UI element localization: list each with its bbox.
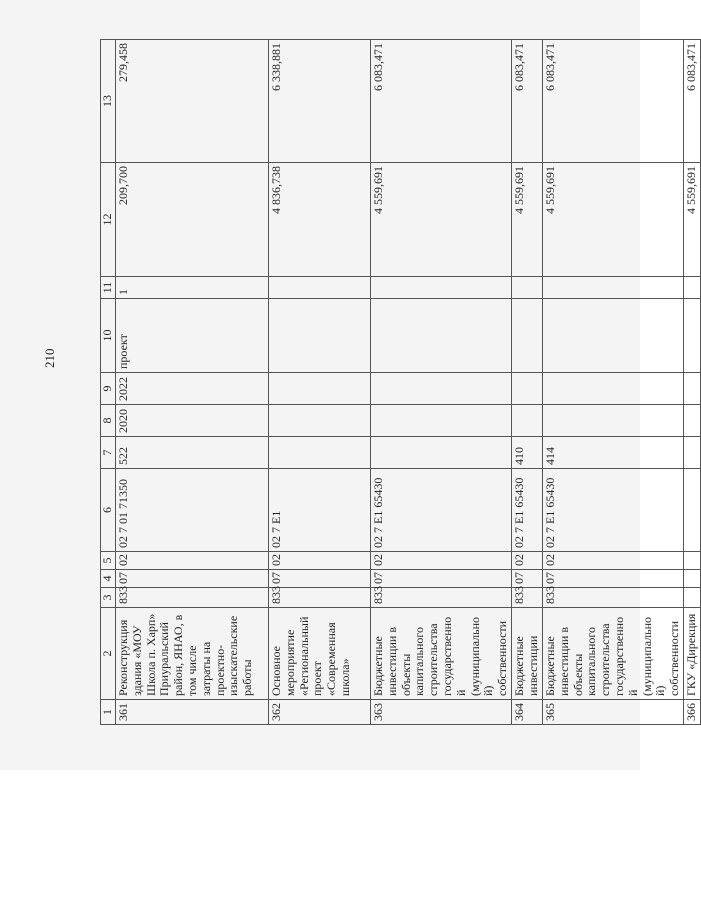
header-cell: 2: [101, 608, 116, 700]
cell-c5: 02: [371, 552, 512, 570]
cell-c6: [683, 469, 700, 552]
row-name: Бюджетные инвестиции в объекты капитального строительства государственной (муниципальной) собственности: [542, 608, 683, 700]
cell-c12: 209,700: [116, 163, 269, 277]
row-number: 366: [683, 700, 700, 725]
cell-c4: 07: [371, 570, 512, 588]
cell-c11: [511, 277, 542, 299]
row-name: Основное мероприятие «Региональный проект «Современная школа»: [269, 608, 371, 700]
cell-c5: 02: [116, 552, 269, 570]
cell-c13: 6 083,471: [511, 40, 542, 163]
cell-c11: [269, 277, 371, 299]
cell-c8: [683, 405, 700, 437]
header-cell: 12: [101, 163, 116, 277]
table-row: [116, 40, 269, 725]
row-number: 363: [371, 700, 512, 725]
cell-c8: [542, 405, 683, 437]
cell-c10: [511, 299, 542, 373]
cell-c7: [683, 437, 700, 469]
cell-c6: 02 7 E1: [269, 469, 371, 552]
cell-c11: [683, 277, 700, 299]
cell-c4: 07: [116, 570, 269, 588]
header-cell: 13: [101, 40, 116, 163]
cell-c9: [511, 373, 542, 405]
cell-c12: 4 559,691: [542, 163, 683, 277]
row-number: 364: [511, 700, 542, 725]
cell-c9: [269, 373, 371, 405]
cell-c10: [542, 299, 683, 373]
cell-c12: 4 559,691: [371, 163, 512, 277]
cell-c10: проект: [116, 299, 269, 373]
header-cell: 10: [101, 299, 116, 373]
header-cell: 11: [101, 277, 116, 299]
cell-c11: [371, 277, 512, 299]
cell-c8: 2020: [116, 405, 269, 437]
row-name: Бюджетные инвестиции в объекты капитального строительства государственной (муниципальной) собственности: [371, 608, 512, 700]
header-cell: 4: [101, 570, 116, 588]
cell-c6: 02 7 E1 65430: [542, 469, 683, 552]
cell-c11: 1: [116, 277, 269, 299]
cell-c8: [371, 405, 512, 437]
header-cell: 7: [101, 437, 116, 469]
budget-table: [100, 39, 701, 725]
cell-c4: 07: [269, 570, 371, 588]
cell-c10: [371, 299, 512, 373]
cell-c6: 02 7 E1 65430: [371, 469, 512, 552]
cell-c11: [542, 277, 683, 299]
cell-c3: 833: [511, 588, 542, 608]
cell-c13: 6 083,471: [683, 40, 700, 163]
row-name: Бюджетные инвестиции: [511, 608, 542, 700]
cell-c12: 4 836,738: [269, 163, 371, 277]
header-row: [101, 40, 116, 725]
cell-c7: 410: [511, 437, 542, 469]
cell-c6: 02 7 E1 65430: [511, 469, 542, 552]
cell-c13: 6 083,471: [542, 40, 683, 163]
header-cell: 1: [101, 700, 116, 725]
header-cell: 5: [101, 552, 116, 570]
cell-c12: 4 559,691: [511, 163, 542, 277]
table-row: [683, 40, 700, 725]
table-row: [371, 40, 512, 725]
cell-c5: 02: [269, 552, 371, 570]
header-cell: 6: [101, 469, 116, 552]
header-cell: 3: [101, 588, 116, 608]
cell-c13: 279,458: [116, 40, 269, 163]
row-number: 365: [542, 700, 683, 725]
cell-c12: 4 559,691: [683, 163, 700, 277]
cell-c8: [511, 405, 542, 437]
cell-c10: [269, 299, 371, 373]
cell-c9: [371, 373, 512, 405]
row-number: 362: [269, 700, 371, 725]
row-name: ГКУ «Дирекция: [683, 608, 700, 700]
cell-c13: 6 338,881: [269, 40, 371, 163]
cell-c3: 833: [269, 588, 371, 608]
cell-c3: 833: [371, 588, 512, 608]
cell-c9: 2022: [116, 373, 269, 405]
rotated-table-wrapper: [100, 40, 698, 725]
header-cell: 9: [101, 373, 116, 405]
cell-c8: [269, 405, 371, 437]
cell-c7: 522: [116, 437, 269, 469]
cell-c6: 02 7 01 71350: [116, 469, 269, 552]
cell-c13: 6 083,471: [371, 40, 512, 163]
cell-c9: [683, 373, 700, 405]
row-name: Реконструкция здания «МОУ Школа п. Харп» Приуральский район, ЯНАО, в том числе затраты на проектно-изыскательские работы: [116, 608, 269, 700]
table-row: [269, 40, 371, 725]
cell-c3: 833: [542, 588, 683, 608]
cell-c4: 07: [511, 570, 542, 588]
row-number: 361: [116, 700, 269, 725]
cell-c7: [371, 437, 512, 469]
cell-c7: [269, 437, 371, 469]
cell-c3: [683, 588, 700, 608]
table-row: [511, 40, 542, 725]
cell-c9: [542, 373, 683, 405]
header-cell: 8: [101, 405, 116, 437]
page-number: 210: [42, 348, 57, 368]
cell-c4: [683, 570, 700, 588]
cell-c5: 02: [542, 552, 683, 570]
cell-c3: 833: [116, 588, 269, 608]
cell-c10: [683, 299, 700, 373]
table-row: [542, 40, 683, 725]
cell-c7: 414: [542, 437, 683, 469]
cell-c4: 07: [542, 570, 683, 588]
cell-c5: [683, 552, 700, 570]
cell-c5: 02: [511, 552, 542, 570]
